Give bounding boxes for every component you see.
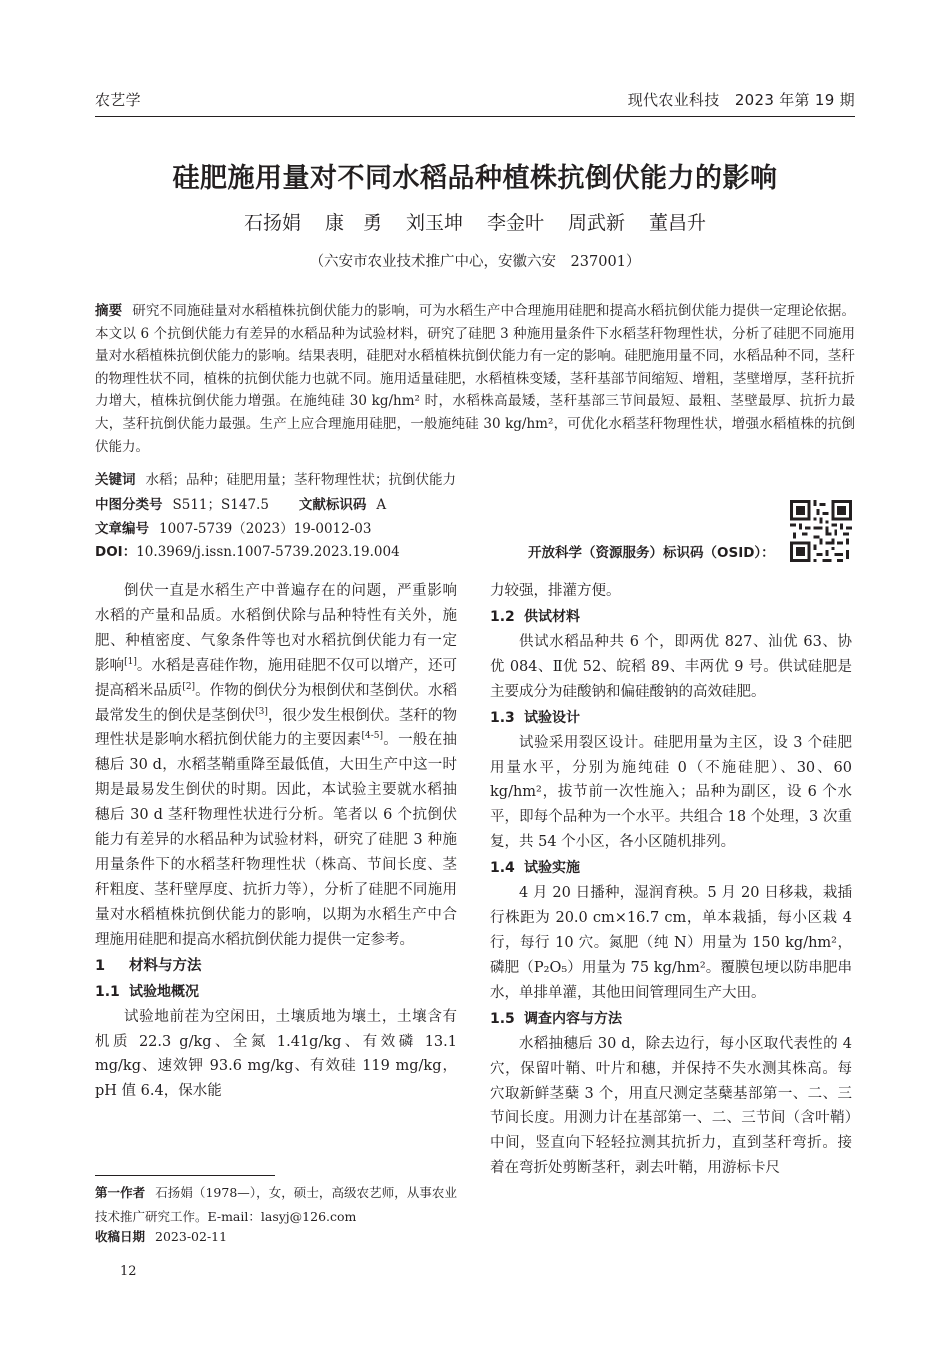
osid-label: 开放科学（资源服务）标识码（OSID）：: [528, 545, 775, 561]
footnote-text: 石扬娟（1978—），女，硕士，高级农艺师，从事农业技术推广研究工作。E-mail：lasyj@126.com: [95, 1185, 457, 1224]
author-list: [95, 208, 855, 235]
citation[interactable]: [4-5]: [361, 731, 383, 742]
keywords-text: 水稻；品种；硅肥用量；茎秆物理性状；抗倒伏能力: [145, 472, 456, 488]
affiliation: （六安市农业技术推广中心，安徽六安 237001）: [309, 254, 641, 270]
subsection-heading: 1.2 供试材料: [490, 608, 580, 625]
section-paragraph: 试验采用裂区设计。硅肥用量为主区，设 3 个硅肥用量水平，分别为施纯硅 0（不施硅肥）、30、60 kg/hm²，拔节前一次性施入；品种为副区，设 6 个水平，即每个品种为一个水平。共组合 18 个处理，3 次重复，共 54 个小区，各小区随机排列。: [490, 734, 852, 851]
article-number-value: 1007-5739（2023）19-0012-03: [159, 521, 372, 537]
article-number-row: [95, 518, 371, 541]
running-header-section: 农艺学: [95, 91, 141, 109]
body-column-right: [490, 579, 852, 1181]
author: 董昌升: [649, 212, 707, 234]
section-paragraph: 4 月 20 日播种，湿润育秧。5 月 20 日移栽，栽插行株距为 20.0 cm×16.7 cm，单本栽插，每小区栽 4 行，每行 10 穴。氮肥（纯 N）用量为 150 kg/hm²，磷肥（P₂O₅）用量为 75 kg/hm²。覆膜包埂以防串肥串水，单排单灌，其他田间管理同生产大田。: [490, 885, 852, 1001]
doc-code-value: A: [376, 497, 387, 513]
received-date: [95, 1227, 227, 1245]
received-value: 2023-02-11: [155, 1229, 228, 1244]
author: 周武新: [568, 212, 626, 234]
section-heading: 1 材料与方法: [95, 957, 202, 974]
keywords-label: 关键词: [95, 472, 136, 488]
subsection-heading: 1.5 调查内容与方法: [490, 1010, 622, 1027]
abstract: [95, 300, 855, 458]
doc-code-label: 文献标识码: [298, 497, 367, 513]
doi-label: DOI：: [95, 544, 137, 560]
section-paragraph: 试验地前茬为空闲田，土壤质地为壤土，土壤含有机质 22.3 g/kg、全氮 1.41g/kg、有效磷 13.1 mg/kg、速效钾 93.6 mg/kg、有效硅 119 mg/kg，pH 值 6.4，保水能: [95, 1008, 457, 1100]
author-footnote: [95, 1181, 457, 1229]
doi-value[interactable]: 10.3969/j.issn.1007-5739.2023.19.004: [136, 544, 400, 560]
subsection-heading: 1.3 试验设计: [490, 709, 580, 726]
citation[interactable]: [3]: [255, 706, 268, 717]
citation[interactable]: [1]: [124, 656, 137, 667]
author: 石扬娟: [243, 212, 301, 234]
footnote-label: 第一作者: [95, 1185, 146, 1200]
body-column-left: [95, 579, 457, 1104]
paper-title: 硅肥施用量对不同水稻品种植株抗倒伏能力的影响: [172, 163, 778, 194]
article-number-label: 文章编号: [95, 521, 149, 537]
classification-row: [95, 494, 386, 517]
clc-label: 中图分类号: [95, 497, 163, 513]
doi-row: [95, 541, 400, 564]
section-paragraph: 供试水稻品种共 6 个，即两优 827、汕优 63、协优 084、Ⅱ优 52、皖稻 89、丰两优 9 号。供试硅肥是主要成分为硅酸钠和偏硅酸钠的高效硅肥。: [490, 633, 852, 700]
keywords: [95, 469, 855, 492]
author: 李金叶: [487, 212, 545, 234]
received-label: 收稿日期: [95, 1229, 146, 1244]
footnote-divider: [95, 1175, 275, 1176]
clc-value: S511；S147.5: [172, 497, 269, 513]
running-header-journal: 现代农业科技 2023 年第 19 期: [627, 91, 855, 109]
section-paragraph: 力较强，排灌方便。: [490, 583, 621, 599]
author: 康 勇: [324, 212, 382, 234]
citation[interactable]: [2]: [182, 681, 196, 692]
abstract-label: 摘要: [95, 303, 123, 319]
qr-code-icon[interactable]: [790, 500, 852, 562]
abstract-text: 研究不同施硅量对水稻植株抗倒伏能力的影响，可为水稻生产中合理施用硅肥和提高水稻抗倒伏能力提供一定理论依据。本文以 6 个抗倒伏能力有差异的水稻品种为试验材料，研究了硅肥 3 种施用量条件下水稻茎秆物理性状，分析了硅肥不同施用量对水稻植株抗倒伏能力的影响。结果表明，硅肥对水稻植株抗倒伏能力有一定的影响。硅肥施用量不同，水稻品种不同，茎秆的物理性状不同，植株的抗倒伏能力也就不同。施用适量硅肥，水稻植株变矮，茎秆基部节间缩短、增粗，茎壁增厚，茎秆抗折力增大，植株抗倒伏能力增强。在施纯硅 30 kg/hm² 时，水稻株高最矮，茎秆基部三节间最短、最粗、茎壁最厚、抗折力最大，茎秆抗倒伏能力最强。生产上应合理施用硅肥，一般施纯硅 30 kg/hm²，可优化水稻茎秆物理性状，增强水稻植株的抗倒伏能力。: [95, 303, 856, 455]
header-divider: [95, 116, 855, 117]
page-number: 12: [120, 1264, 137, 1279]
subsection-heading: 1.1 试验地概况: [95, 983, 199, 1000]
intro-paragraph: 倒伏一直是水稻生产中普遍存在的问题，严重影响水稻的产量和品质。水稻倒伏除与品种特性有关外，施肥、种植密度、气象条件等也对水稻抗倒伏能力有一定影响[1]。水稻是喜硅作物，施用硅肥不仅可以增产，还可提高稻米品质[2]。作物的倒伏分为根倒伏和茎倒伏。水稻最常发生的倒伏是茎倒伏[3]，很少发生根倒伏。茎秆的物理性状是影响水稻抗倒伏能力的主要因素[4-5]。一般在抽穗后 30 d，水稻茎鞘重降至最低值，大田生产中这一时期是最易发生倒伏的时期。因此，本试验主要就水稻抽穗后 30 d 茎秆物理性状进行分析。笔者以 6 个抗倒伏能力有差异的水稻品种为试验材料，研究了硅肥 3 种施用量条件下的水稻茎秆物理性状（株高、节间长度、茎秆粗度、茎秆壁厚度、抗折力等），分析了硅肥不同施用量对水稻植株抗倒伏能力的影响，以期为水稻生产中合理施用硅肥和提高水稻抗倒伏能力提供一定参考。: [95, 583, 458, 948]
author: 刘玉坤: [405, 212, 463, 234]
subsection-heading: 1.4 试验实施: [490, 860, 580, 877]
section-paragraph: 水稻抽穗后 30 d，除去边行，每小区取代表性的 4 穴，保留叶鞘、叶片和穗，并保持不失水测其株高。每穴取新鲜茎蘖 3 个，用直尺测定茎蘖基部第一、二、三节间长度。用测力计在基部第一、二、三节间（含叶鞘）中间，竖直向下轻轻拉测其抗折力，直到茎秆弯折。接着在弯折处剪断茎秆，剥去叶鞘，用游标卡尺: [490, 1035, 852, 1177]
